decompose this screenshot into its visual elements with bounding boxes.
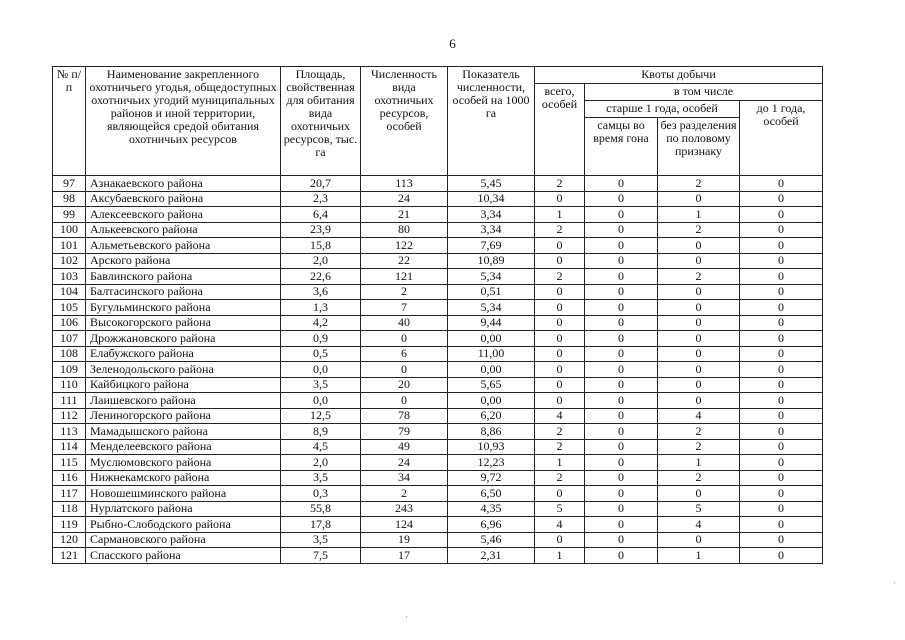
row-number: 106 bbox=[53, 315, 86, 331]
row-population: 122 bbox=[361, 238, 448, 254]
scan-mark: · bbox=[893, 578, 896, 588]
row-area: 3,5 bbox=[281, 532, 361, 548]
row-population: 243 bbox=[361, 501, 448, 517]
row-under-one: 0 bbox=[740, 362, 823, 378]
table-header bbox=[53, 67, 823, 176]
row-population: 21 bbox=[361, 207, 448, 223]
table-row bbox=[53, 191, 823, 207]
row-density: 12,23 bbox=[448, 455, 535, 471]
row-number: 102 bbox=[53, 253, 86, 269]
row-under-one: 0 bbox=[740, 253, 823, 269]
row-name: Аксубаевского района bbox=[86, 191, 281, 207]
table-row bbox=[53, 238, 823, 254]
row-under-one: 0 bbox=[740, 408, 823, 424]
row-number: 101 bbox=[53, 238, 86, 254]
row-area: 7,5 bbox=[281, 548, 361, 564]
row-area: 0,5 bbox=[281, 346, 361, 362]
row-area: 55,8 bbox=[281, 501, 361, 517]
row-under-one: 0 bbox=[740, 346, 823, 362]
row-no-sex: 0 bbox=[658, 315, 740, 331]
table-body bbox=[53, 176, 823, 564]
row-males: 0 bbox=[585, 470, 658, 486]
row-density: 5,45 bbox=[448, 176, 535, 192]
row-total: 0 bbox=[535, 346, 585, 362]
row-males: 0 bbox=[585, 548, 658, 564]
row-number: 115 bbox=[53, 455, 86, 471]
row-under-one: 0 bbox=[740, 238, 823, 254]
row-population: 22 bbox=[361, 253, 448, 269]
row-total: 1 bbox=[535, 207, 585, 223]
row-no-sex: 4 bbox=[658, 408, 740, 424]
row-males: 0 bbox=[585, 284, 658, 300]
row-number: 98 bbox=[53, 191, 86, 207]
row-density: 10,89 bbox=[448, 253, 535, 269]
row-no-sex: 4 bbox=[658, 517, 740, 533]
row-name: Бавлинского района bbox=[86, 269, 281, 285]
row-under-one: 0 bbox=[740, 331, 823, 347]
row-number: 105 bbox=[53, 300, 86, 316]
header-quotas: Квоты добычи bbox=[535, 67, 823, 84]
row-total: 1 bbox=[535, 548, 585, 564]
row-density: 9,44 bbox=[448, 315, 535, 331]
row-total: 4 bbox=[535, 517, 585, 533]
row-population: 2 bbox=[361, 284, 448, 300]
row-population: 0 bbox=[361, 393, 448, 409]
row-density: 7,69 bbox=[448, 238, 535, 254]
table-row bbox=[53, 315, 823, 331]
row-number: 107 bbox=[53, 331, 86, 347]
table-row bbox=[53, 424, 823, 440]
table-row bbox=[53, 222, 823, 238]
row-area: 0,0 bbox=[281, 362, 361, 378]
row-under-one: 0 bbox=[740, 439, 823, 455]
row-males: 0 bbox=[585, 517, 658, 533]
row-density: 0,51 bbox=[448, 284, 535, 300]
row-no-sex: 0 bbox=[658, 362, 740, 378]
row-males: 0 bbox=[585, 331, 658, 347]
row-density: 6,50 bbox=[448, 486, 535, 502]
row-total: 0 bbox=[535, 377, 585, 393]
row-males: 0 bbox=[585, 408, 658, 424]
row-total: 2 bbox=[535, 222, 585, 238]
row-no-sex: 0 bbox=[658, 346, 740, 362]
row-total: 0 bbox=[535, 315, 585, 331]
row-males: 0 bbox=[585, 300, 658, 316]
header-area: Площадь, свойственная для обитания вида охотничьих ресурсов, тыс. га bbox=[281, 67, 361, 176]
row-no-sex: 2 bbox=[658, 176, 740, 192]
header-no-sex: без разделения по половому признаку bbox=[658, 118, 740, 176]
row-density: 5,34 bbox=[448, 269, 535, 285]
row-area: 0,9 bbox=[281, 331, 361, 347]
table-row bbox=[53, 532, 823, 548]
header-density: Показатель численности, особей на 1000 га bbox=[448, 67, 535, 176]
row-density: 10,93 bbox=[448, 439, 535, 455]
row-name: Сармановского района bbox=[86, 532, 281, 548]
row-population: 124 bbox=[361, 517, 448, 533]
row-number: 103 bbox=[53, 269, 86, 285]
row-no-sex: 0 bbox=[658, 238, 740, 254]
row-name: Бугульминского района bbox=[86, 300, 281, 316]
row-population: 121 bbox=[361, 269, 448, 285]
row-total: 2 bbox=[535, 439, 585, 455]
table-row bbox=[53, 486, 823, 502]
table-row bbox=[53, 362, 823, 378]
row-area: 2,0 bbox=[281, 253, 361, 269]
row-density: 3,34 bbox=[448, 207, 535, 223]
table-row bbox=[53, 331, 823, 347]
row-name: Альметьевского района bbox=[86, 238, 281, 254]
row-number: 118 bbox=[53, 501, 86, 517]
row-total: 0 bbox=[535, 362, 585, 378]
row-number: 117 bbox=[53, 486, 86, 502]
row-area: 22,6 bbox=[281, 269, 361, 285]
row-males: 0 bbox=[585, 532, 658, 548]
row-males: 0 bbox=[585, 486, 658, 502]
row-males: 0 bbox=[585, 238, 658, 254]
hunting-quota-table bbox=[52, 66, 823, 564]
row-name: Лениногорского района bbox=[86, 408, 281, 424]
row-number: 121 bbox=[53, 548, 86, 564]
table-row bbox=[53, 377, 823, 393]
row-name: Мамадышского района bbox=[86, 424, 281, 440]
table-row bbox=[53, 548, 823, 564]
row-number: 99 bbox=[53, 207, 86, 223]
row-total: 0 bbox=[535, 253, 585, 269]
row-population: 79 bbox=[361, 424, 448, 440]
row-under-one: 0 bbox=[740, 532, 823, 548]
row-no-sex: 1 bbox=[658, 455, 740, 471]
row-no-sex: 2 bbox=[658, 424, 740, 440]
table-row bbox=[53, 408, 823, 424]
row-males: 0 bbox=[585, 222, 658, 238]
row-name: Азнакаевского района bbox=[86, 176, 281, 192]
row-name: Рыбно-Слободского района bbox=[86, 517, 281, 533]
row-number: 109 bbox=[53, 362, 86, 378]
row-number: 108 bbox=[53, 346, 86, 362]
row-density: 4,35 bbox=[448, 501, 535, 517]
row-total: 0 bbox=[535, 331, 585, 347]
row-name: Кайбицкого района bbox=[86, 377, 281, 393]
header-number: № п/п bbox=[53, 67, 86, 176]
row-under-one: 0 bbox=[740, 486, 823, 502]
row-name: Муслюмовского района bbox=[86, 455, 281, 471]
table-row bbox=[53, 517, 823, 533]
row-total: 2 bbox=[535, 269, 585, 285]
row-population: 2 bbox=[361, 486, 448, 502]
row-area: 3,5 bbox=[281, 377, 361, 393]
row-area: 3,5 bbox=[281, 470, 361, 486]
row-males: 0 bbox=[585, 176, 658, 192]
row-density: 5,65 bbox=[448, 377, 535, 393]
row-total: 2 bbox=[535, 424, 585, 440]
row-name: Балтасинского района bbox=[86, 284, 281, 300]
row-no-sex: 0 bbox=[658, 331, 740, 347]
row-total: 0 bbox=[535, 532, 585, 548]
table-row bbox=[53, 300, 823, 316]
row-number: 120 bbox=[53, 532, 86, 548]
row-population: 7 bbox=[361, 300, 448, 316]
row-name: Высокогорского района bbox=[86, 315, 281, 331]
row-total: 5 bbox=[535, 501, 585, 517]
row-no-sex: 0 bbox=[658, 284, 740, 300]
row-under-one: 0 bbox=[740, 393, 823, 409]
row-total: 0 bbox=[535, 238, 585, 254]
table-row bbox=[53, 393, 823, 409]
row-no-sex: 0 bbox=[658, 486, 740, 502]
row-number: 110 bbox=[53, 377, 86, 393]
row-no-sex: 0 bbox=[658, 191, 740, 207]
row-number: 116 bbox=[53, 470, 86, 486]
row-under-one: 0 bbox=[740, 284, 823, 300]
row-area: 15,8 bbox=[281, 238, 361, 254]
row-name: Елабужского района bbox=[86, 346, 281, 362]
row-name: Менделеевского района bbox=[86, 439, 281, 455]
row-under-one: 0 bbox=[740, 470, 823, 486]
row-total: 0 bbox=[535, 486, 585, 502]
row-males: 0 bbox=[585, 191, 658, 207]
row-no-sex: 1 bbox=[658, 548, 740, 564]
row-density: 3,34 bbox=[448, 222, 535, 238]
row-number: 97 bbox=[53, 176, 86, 192]
row-under-one: 0 bbox=[740, 424, 823, 440]
row-area: 6,4 bbox=[281, 207, 361, 223]
row-name: Нурлатского района bbox=[86, 501, 281, 517]
header-total: всего, особей bbox=[535, 84, 585, 176]
table-row bbox=[53, 176, 823, 192]
row-name: Арского района bbox=[86, 253, 281, 269]
row-no-sex: 0 bbox=[658, 532, 740, 548]
row-under-one: 0 bbox=[740, 191, 823, 207]
row-name: Зеленодольского района bbox=[86, 362, 281, 378]
row-total: 0 bbox=[535, 284, 585, 300]
row-population: 80 bbox=[361, 222, 448, 238]
row-under-one: 0 bbox=[740, 455, 823, 471]
row-males: 0 bbox=[585, 207, 658, 223]
row-density: 6,20 bbox=[448, 408, 535, 424]
row-population: 49 bbox=[361, 439, 448, 455]
row-number: 100 bbox=[53, 222, 86, 238]
table-row bbox=[53, 284, 823, 300]
row-males: 0 bbox=[585, 393, 658, 409]
row-density: 11,00 bbox=[448, 346, 535, 362]
row-no-sex: 2 bbox=[658, 269, 740, 285]
row-population: 34 bbox=[361, 470, 448, 486]
row-population: 17 bbox=[361, 548, 448, 564]
row-name: Новошешминского района bbox=[86, 486, 281, 502]
row-population: 6 bbox=[361, 346, 448, 362]
table-row bbox=[53, 439, 823, 455]
row-name: Алькеевского района bbox=[86, 222, 281, 238]
row-area: 2,0 bbox=[281, 455, 361, 471]
row-population: 113 bbox=[361, 176, 448, 192]
row-density: 10,34 bbox=[448, 191, 535, 207]
row-total: 0 bbox=[535, 300, 585, 316]
row-population: 20 bbox=[361, 377, 448, 393]
row-population: 0 bbox=[361, 362, 448, 378]
row-males: 0 bbox=[585, 346, 658, 362]
row-area: 1,3 bbox=[281, 300, 361, 316]
row-number: 112 bbox=[53, 408, 86, 424]
row-no-sex: 5 bbox=[658, 501, 740, 517]
row-no-sex: 0 bbox=[658, 300, 740, 316]
row-density: 5,46 bbox=[448, 532, 535, 548]
row-males: 0 bbox=[585, 377, 658, 393]
row-no-sex: 0 bbox=[658, 393, 740, 409]
row-under-one: 0 bbox=[740, 269, 823, 285]
row-area: 4,5 bbox=[281, 439, 361, 455]
row-under-one: 0 bbox=[740, 548, 823, 564]
table-row bbox=[53, 455, 823, 471]
header-population: Численность вида охотничьих ресурсов, особей bbox=[361, 67, 448, 176]
header-including: в том числе bbox=[585, 84, 823, 101]
row-area: 2,3 bbox=[281, 191, 361, 207]
row-population: 40 bbox=[361, 315, 448, 331]
row-number: 113 bbox=[53, 424, 86, 440]
row-density: 6,96 bbox=[448, 517, 535, 533]
row-density: 9,72 bbox=[448, 470, 535, 486]
row-name: Дрожжановского района bbox=[86, 331, 281, 347]
table-row bbox=[53, 253, 823, 269]
row-no-sex: 2 bbox=[658, 222, 740, 238]
row-density: 5,34 bbox=[448, 300, 535, 316]
row-population: 19 bbox=[361, 532, 448, 548]
row-under-one: 0 bbox=[740, 315, 823, 331]
row-population: 78 bbox=[361, 408, 448, 424]
row-area: 0,0 bbox=[281, 393, 361, 409]
row-density: 2,31 bbox=[448, 548, 535, 564]
table-row bbox=[53, 470, 823, 486]
row-under-one: 0 bbox=[740, 377, 823, 393]
row-under-one: 0 bbox=[740, 176, 823, 192]
row-no-sex: 1 bbox=[658, 207, 740, 223]
row-under-one: 0 bbox=[740, 207, 823, 223]
header-under-one: до 1 года, особей bbox=[740, 101, 823, 176]
row-males: 0 bbox=[585, 455, 658, 471]
row-under-one: 0 bbox=[740, 300, 823, 316]
table-row bbox=[53, 346, 823, 362]
row-density: 0,00 bbox=[448, 331, 535, 347]
row-density: 0,00 bbox=[448, 393, 535, 409]
header-older: старше 1 года, особей bbox=[585, 101, 740, 118]
row-area: 23,9 bbox=[281, 222, 361, 238]
row-number: 104 bbox=[53, 284, 86, 300]
page-number: 6 bbox=[449, 36, 456, 51]
row-area: 4,2 bbox=[281, 315, 361, 331]
row-under-one: 0 bbox=[740, 222, 823, 238]
row-name: Лаишевского района bbox=[86, 393, 281, 409]
row-name: Алексеевского района bbox=[86, 207, 281, 223]
row-density: 0,00 bbox=[448, 362, 535, 378]
row-males: 0 bbox=[585, 424, 658, 440]
scan-mark: · bbox=[405, 612, 408, 622]
row-males: 0 bbox=[585, 269, 658, 285]
row-area: 3,6 bbox=[281, 284, 361, 300]
row-area: 8,9 bbox=[281, 424, 361, 440]
row-population: 24 bbox=[361, 191, 448, 207]
row-males: 0 bbox=[585, 362, 658, 378]
row-population: 24 bbox=[361, 455, 448, 471]
row-no-sex: 0 bbox=[658, 253, 740, 269]
row-name: Нижнекамского района bbox=[86, 470, 281, 486]
row-males: 0 bbox=[585, 315, 658, 331]
row-total: 4 bbox=[535, 408, 585, 424]
header-name: Наименование закрепленного охотничьего угодья, общедоступных охотничьих угодий муниципальных районов и иной территории, являющейся средой обитания охотничьих ресурсов bbox=[86, 67, 281, 176]
row-number: 119 bbox=[53, 517, 86, 533]
row-area: 12,5 bbox=[281, 408, 361, 424]
row-population: 0 bbox=[361, 331, 448, 347]
row-density: 8,86 bbox=[448, 424, 535, 440]
row-total: 0 bbox=[535, 191, 585, 207]
row-area: 0,3 bbox=[281, 486, 361, 502]
row-total: 2 bbox=[535, 176, 585, 192]
row-total: 2 bbox=[535, 470, 585, 486]
row-total: 0 bbox=[535, 393, 585, 409]
row-males: 0 bbox=[585, 439, 658, 455]
row-males: 0 bbox=[585, 253, 658, 269]
row-under-one: 0 bbox=[740, 517, 823, 533]
row-no-sex: 2 bbox=[658, 439, 740, 455]
row-no-sex: 0 bbox=[658, 377, 740, 393]
table-row bbox=[53, 501, 823, 517]
row-number: 111 bbox=[53, 393, 86, 409]
table-row bbox=[53, 207, 823, 223]
row-area: 20,7 bbox=[281, 176, 361, 192]
row-total: 1 bbox=[535, 455, 585, 471]
row-males: 0 bbox=[585, 501, 658, 517]
row-name: Спасского района bbox=[86, 548, 281, 564]
header-males: самцы во время гона bbox=[585, 118, 658, 176]
row-no-sex: 2 bbox=[658, 470, 740, 486]
table-row bbox=[53, 269, 823, 285]
row-under-one: 0 bbox=[740, 501, 823, 517]
row-area: 17,8 bbox=[281, 517, 361, 533]
row-number: 114 bbox=[53, 439, 86, 455]
